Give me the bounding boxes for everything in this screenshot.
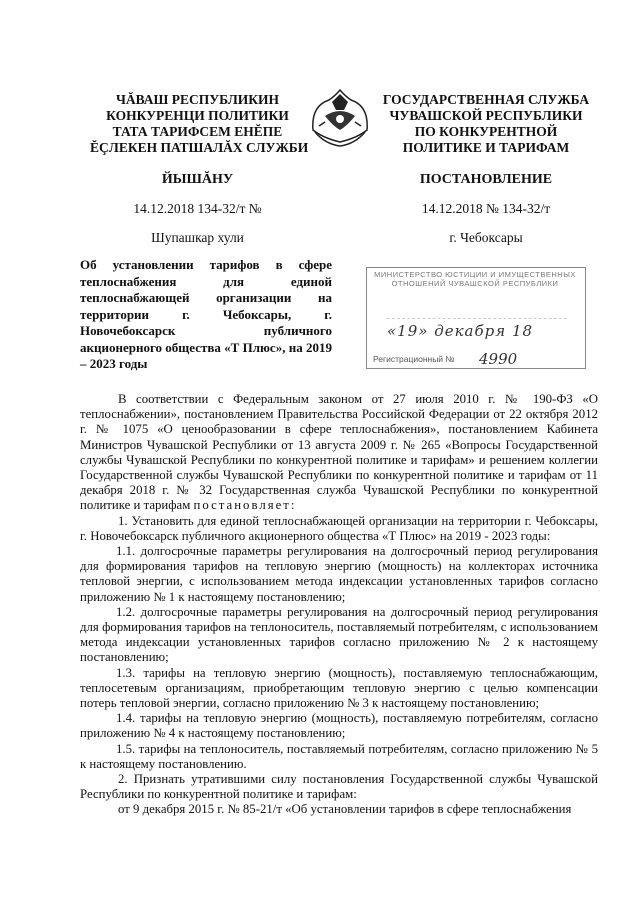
- paragraph-item-1-2: 1.2. долгосрочные параметры регулирования на долгосрочный период регулирования для формирования тарифов на теплоноситель, поставляемый потребителям, с использованием метода индексации установленных тарифов согласно приложению № 2 к настоящему постановлению;: [80, 604, 598, 665]
- paragraph-item-1-5: 1.5. тарифы на теплоноситель, поставляемый потребителям, согласно приложению № 5 к настоящему постановлению.: [80, 741, 598, 771]
- stamp-header: МИНИСТЕРСТВО ЮСТИЦИИ И ИМУЩЕСТВЕННЫХ ОТНОШЕНИЙ ЧУВАШСКОЙ РЕСПУБЛИКИ: [374, 270, 576, 288]
- header-chuvash: [90, 92, 309, 156]
- paragraph-intro: [80, 392, 598, 514]
- header-russian-line: ПОЛИТИКЕ И ТАРИФАМ: [402, 140, 570, 155]
- header-chuvash-line: КОНКУРЕНЦИ ПОЛИТИКИ: [106, 108, 289, 123]
- doc-type-russian: ПОСТАНОВЛЕНИЕ: [419, 172, 553, 187]
- paragraph-item-1: 1. Установить для единой теплоснабжающей организации на территории г. Чебоксары, г. Новочебоксарск публичного акционерного общества «Т Плюс» на 2019 - 2023 годы:: [80, 513, 598, 543]
- stamp-faint-line: [387, 296, 567, 319]
- header-russian-line: ПО КОНКУРЕНТНОЙ: [414, 124, 558, 139]
- header-russian-line: ЧУВАШСКОЙ РЕСПУБЛИКИ: [389, 108, 583, 123]
- intro-text: В соответствии с Федеральным законом от 27 июля 2010 г. № 190-ФЗ «О теплоснабжении», постановлением Правительства Российской Федерации от 22 октября 2012 г. № 1075 «О ценообразовании в сфере теплоснабжения», постановлением Кабинета Министров Чувашской Республики от 13 августа 2009 г. № 265 «Вопросы Государственной службы Чувашской Республики по конкурентной политике и тарифам» и решением коллегии Государственной службы Чувашской Республики по конкурентной политике и тарифам от 11 декабря 2018 г. № 32 Государственная служба Чувашской Республики по конкурентной политике и тарифам: [80, 392, 598, 513]
- coat-of-arms-icon: [305, 86, 375, 148]
- document-subject: Об установлении тарифов в сфере теплоснабжения для единой теплоснабжающей организации на территории г. Чебоксары, г. Новочебоксарск публичного акционерного общества «Т Плюс», на 2019 – 2023 годы: [80, 257, 332, 371]
- header-chuvash-line: ĔÇЛЕКЕН ПАТШАЛĂХ СЛУЖБИ: [90, 140, 309, 155]
- document-body: [80, 392, 598, 818]
- stamp-date: «19» декабря 18: [387, 322, 534, 340]
- paragraph-item-2: 2. Признать утратившими силу постановления Государственной службы Чувашской Республики по конкурентной политике и тарифам:: [80, 772, 598, 802]
- header-russian: [376, 92, 596, 156]
- header-russian-line: ГОСУДАРСТВЕННАЯ СЛУЖБА: [382, 92, 590, 107]
- doc-type-chuvash: ЙЫШĂНУ: [161, 172, 234, 187]
- city-russian: г. Чебоксары: [449, 230, 523, 245]
- stamp-reg-label: Регистрационный №: [373, 354, 455, 364]
- stamp-reg-number: 4990: [479, 350, 518, 368]
- decree-word: постановляет:: [193, 498, 297, 513]
- doc-number-russian: 14.12.2018 № 134-32/т: [421, 201, 551, 216]
- city-chuvash: Шупашкар хули: [151, 230, 244, 245]
- doc-number-chuvash: 14.12.2018 134-32/т №: [133, 201, 262, 216]
- paragraph-item-1-1: 1.1. долгосрочные параметры регулирования на долгосрочный период регулирования для формирования тарифов на тепловую энергию (мощность) на коллекторах источника тепловой энергии, с использованием метода индексации установленных тарифов согласно приложению № 1 к настоящему постановлению;: [80, 544, 598, 604]
- paragraph-item-1-4: 1.4. тарифы на тепловую энергию (мощность), поставляемую потребителям, согласно приложению № 4 к настоящему постановлению;: [80, 711, 598, 741]
- registration-stamp: [366, 267, 586, 369]
- header-chuvash-line: ЧĂВАШ РЕСПУБЛИКИН: [115, 92, 280, 107]
- paragraph-item-1-3: 1.3. тарифы на тепловую энергию (мощность), поставляемую теплоснабжающим, теплосетевым организациям, приобретающим тепловую энергию с целью компенсации потерь тепловой энергии, согласно приложению № 3 к настоящему постановлению;: [80, 665, 598, 711]
- paragraph-item-2-1: от 9 декабря 2015 г. № 85-21/т «Об установлении тарифов в сфере теплоснабжения: [118, 802, 572, 817]
- header-chuvash-line: ТАТА ТАРИФСЕМ ЕНĔПЕ: [112, 124, 283, 139]
